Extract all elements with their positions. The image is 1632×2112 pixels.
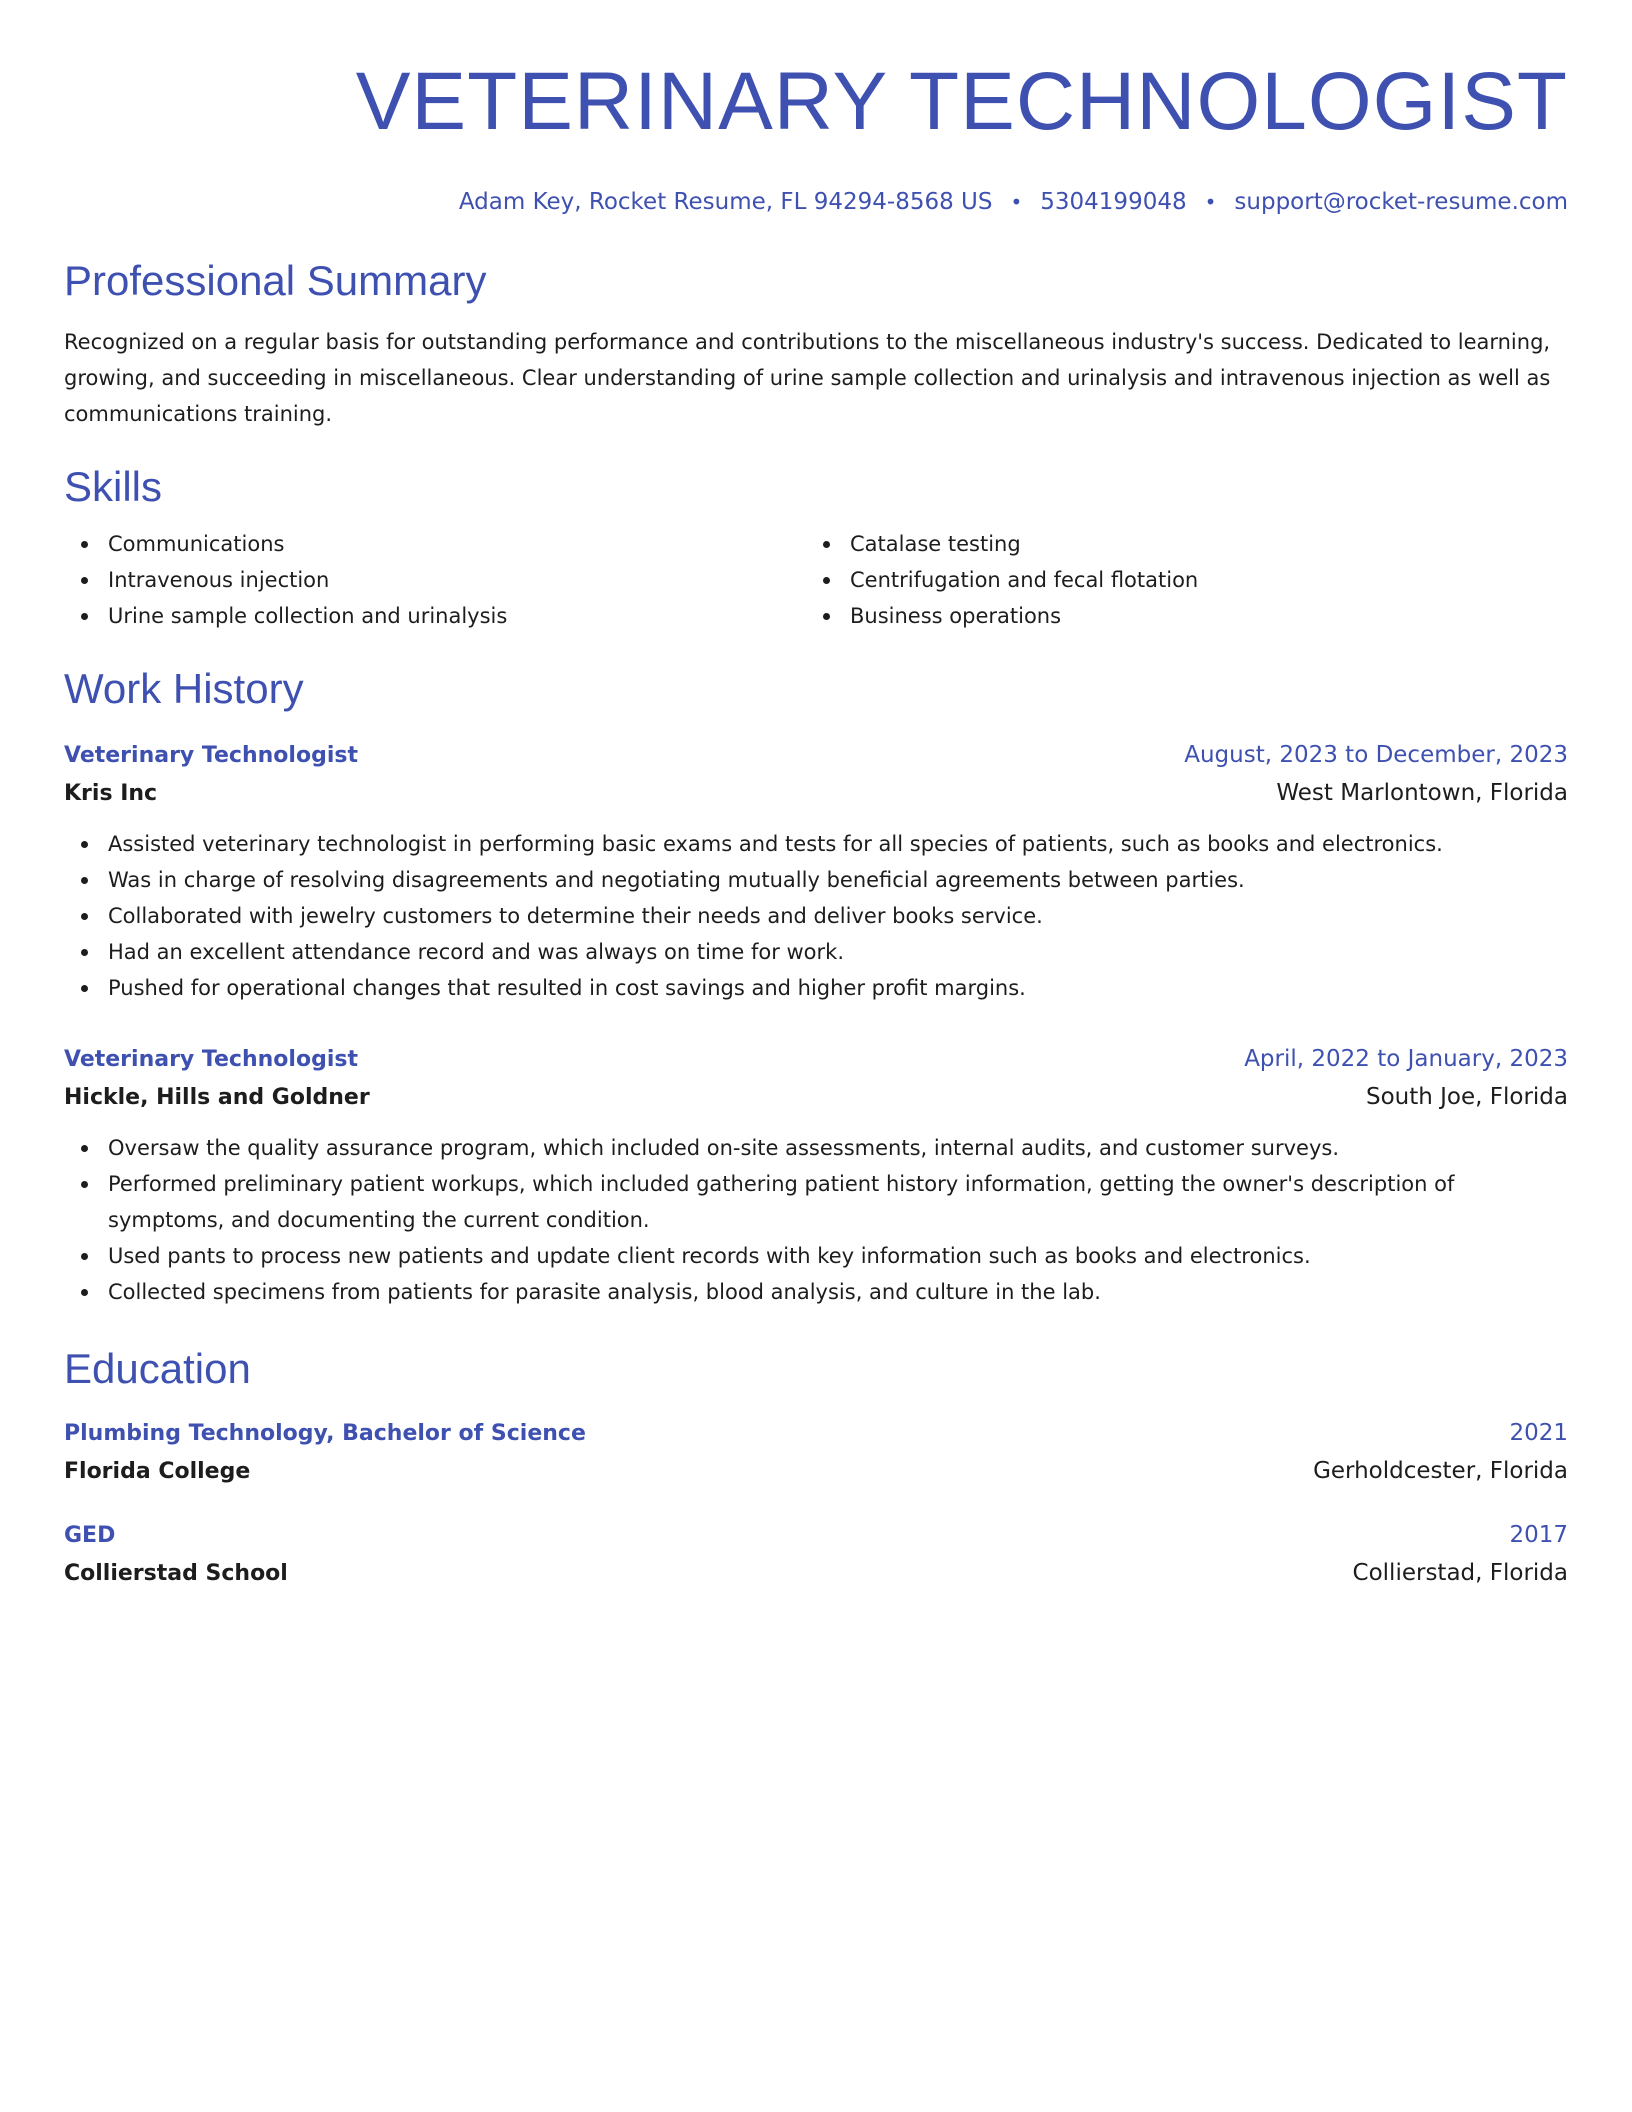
work-dates: April, 2022 to January, 2023 bbox=[1244, 1046, 1568, 1072]
work-bullet: Assisted veterinary technologist in performing basic exams and tests for all species of patients, such as books and electronics. bbox=[64, 826, 1568, 862]
section-title-work-history: Work History bbox=[64, 665, 304, 712]
education-school: Florida College bbox=[64, 1459, 251, 1484]
contact-separator: • bbox=[1010, 190, 1023, 214]
work-bullets bbox=[64, 1130, 1568, 1310]
education-entry-subheader bbox=[64, 1451, 1568, 1492]
skill-item: Communications bbox=[64, 526, 806, 562]
work-role: Veterinary Technologist bbox=[64, 743, 358, 768]
skill-item: Urine sample collection and urinalysis bbox=[64, 598, 806, 634]
work-role: Veterinary Technologist bbox=[64, 1047, 358, 1072]
work-company: Kris Inc bbox=[64, 781, 158, 806]
section-title-skills: Skills bbox=[64, 463, 163, 510]
contact-separator: • bbox=[1204, 190, 1217, 214]
education-degree: Plumbing Technology, Bachelor of Science bbox=[64, 1421, 586, 1446]
contact-line bbox=[64, 188, 1568, 216]
work-company: Hickle, Hills and Goldner bbox=[64, 1085, 370, 1110]
skill-item: Catalase testing bbox=[806, 526, 1548, 562]
job-title: VETERINARY TECHNOLOGIST bbox=[355, 56, 1568, 147]
education-entry-subheader bbox=[64, 1553, 1568, 1594]
contact-address: Adam Key, Rocket Resume, FL 94294-8568 US bbox=[458, 189, 993, 215]
skills-column-left bbox=[64, 526, 806, 634]
education-year: 2017 bbox=[1509, 1522, 1568, 1548]
work-dates: August, 2023 to December, 2023 bbox=[1184, 742, 1568, 768]
contact-email: support@rocket-resume.com bbox=[1234, 189, 1568, 215]
education-entry-header bbox=[64, 1518, 1568, 1553]
skills-column-right bbox=[806, 526, 1548, 634]
education-location: Collierstad, Florida bbox=[1352, 1560, 1568, 1586]
work-location: South Joe, Florida bbox=[1365, 1084, 1568, 1110]
contact-phone: 5304199048 bbox=[1040, 189, 1187, 215]
section-title-summary: Professional Summary bbox=[64, 257, 487, 304]
education-entry bbox=[64, 1518, 1568, 1594]
section-title-education: Education bbox=[64, 1345, 251, 1392]
work-entry bbox=[64, 1042, 1568, 1310]
work-bullet: Was in charge of resolving disagreements and negotiating mutually beneficial agreements between parties. bbox=[64, 862, 1568, 898]
work-bullet: Oversaw the quality assurance program, which included on-site assessments, internal audits, and customer surveys. bbox=[64, 1130, 1568, 1166]
skill-item: Intravenous injection bbox=[64, 562, 806, 598]
work-entry-subheader bbox=[64, 1077, 1568, 1118]
skill-item: Business operations bbox=[806, 598, 1548, 634]
education-entry-header bbox=[64, 1416, 1568, 1451]
skills-list bbox=[64, 526, 1568, 634]
education-school: Collierstad School bbox=[64, 1561, 288, 1586]
work-location: West Marlontown, Florida bbox=[1276, 780, 1568, 806]
work-bullet: Used pants to process new patients and update client records with key information such as books and electronics. bbox=[64, 1238, 1568, 1274]
work-bullet: Collected specimens from patients for parasite analysis, blood analysis, and culture in the lab. bbox=[64, 1274, 1568, 1310]
work-bullet: Pushed for operational changes that resulted in cost savings and higher profit margins. bbox=[64, 970, 1568, 1006]
work-bullet: Had an excellent attendance record and was always on time for work. bbox=[64, 934, 1568, 970]
education-year: 2021 bbox=[1509, 1420, 1568, 1446]
work-bullet: Performed preliminary patient workups, which included gathering patient history information, getting the owner's description of symptoms, and documenting the current condition. bbox=[64, 1166, 1568, 1238]
work-entry-header bbox=[64, 1042, 1568, 1077]
work-bullet: Collaborated with jewelry customers to determine their needs and deliver books service. bbox=[64, 898, 1568, 934]
work-entry bbox=[64, 738, 1568, 1006]
summary-text: Recognized on a regular basis for outstanding performance and contributions to the miscellaneous industry's success. Dedicated to learning, growing, and succeeding in miscellaneous. Clear understanding of urine sample collection and urinalysis and intravenous injection as well as communications training. bbox=[64, 330, 1551, 426]
skill-item: Centrifugation and fecal flotation bbox=[806, 562, 1548, 598]
work-entry-header bbox=[64, 738, 1568, 773]
education-entry bbox=[64, 1416, 1568, 1492]
education-location: Gerholdcester, Florida bbox=[1313, 1458, 1568, 1484]
education-degree: GED bbox=[64, 1523, 116, 1548]
work-entry-subheader bbox=[64, 773, 1568, 814]
work-bullets bbox=[64, 826, 1568, 1006]
